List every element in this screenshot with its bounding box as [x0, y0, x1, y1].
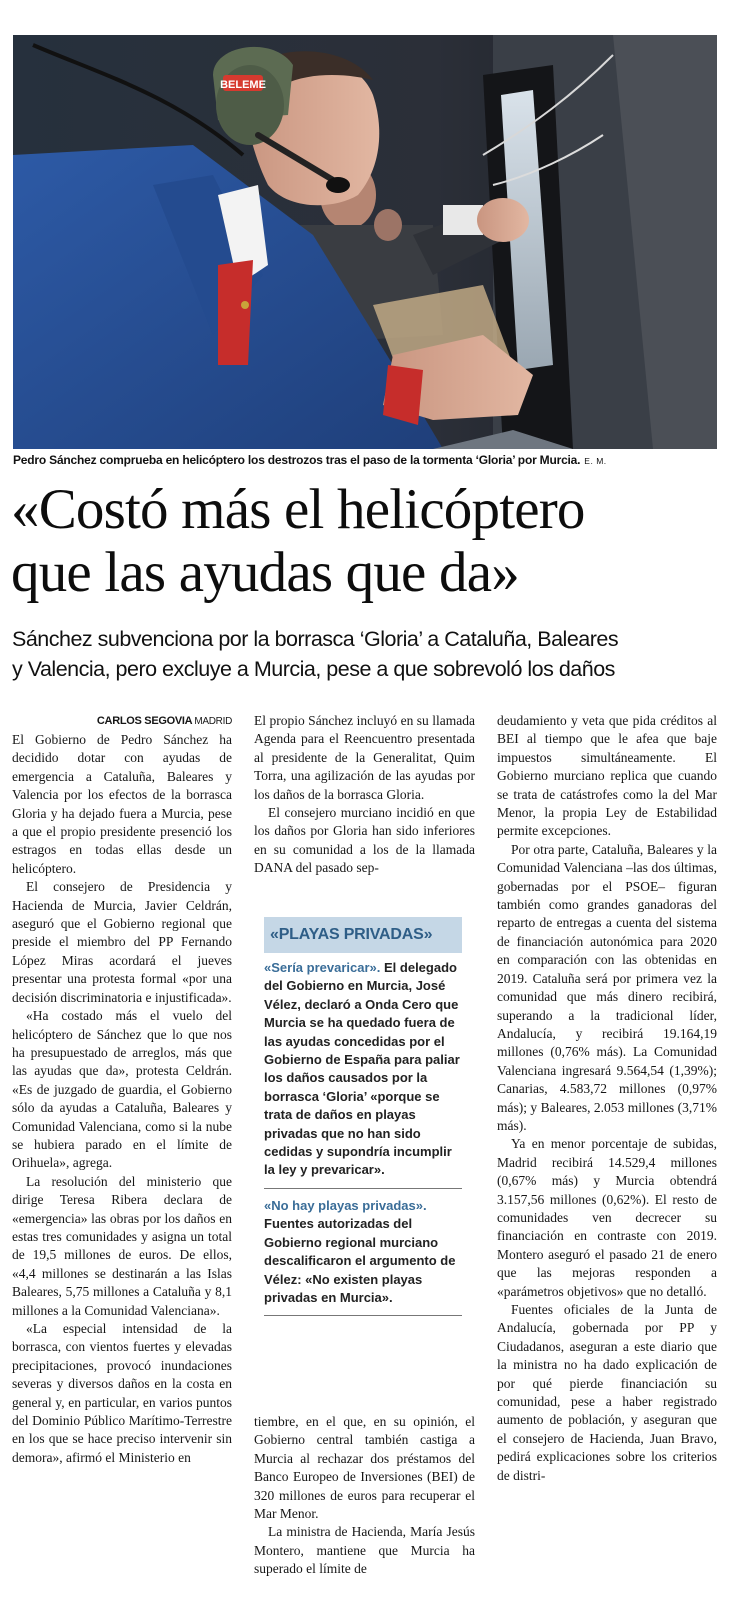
article-column-2-bottom	[254, 1413, 475, 1579]
photo-credit: E. M.	[584, 456, 607, 466]
paragraph: deudamiento y veta que pida créditos al BEI al tiempo que le afea que baje impuestos simultáneamente. El Gobierno murciano replica que cuando se trata de catástrofes como la del Mar Menor, la propia Ley de Estabilidad permite excepciones.	[497, 713, 717, 839]
paragraph: Ya en menor porcentaje de subidas, Madrid recibirá 14.529,4 millones (0,67% más) y Murcia obtendrá 3.157,56 millones (0,62%). El resto de comunidades ven decrecer su financiación en contraste con 2019. Montero aseguró el pasado 21 de enero que las mejoras responden a «parámetros objetivos» que no detalló.	[497, 1136, 717, 1299]
paragraph: El consejero de Presidencia y Hacienda de Murcia, Javier Celdrán, aseguró que el Gobierno regional que preside el miembro del PP Fernando López Miras acordará el jueves presentar una protesta formal «por una decisión discriminatoria e injustificada».	[12, 879, 232, 1005]
headline	[11, 478, 741, 604]
paragraph: Fuentes oficiales de la Junta de Andalucía, gobernada por PP y Ciudadanos, aseguran a este diario que la ministra no ha dado explicación de por qué pierde financiación su comunidad, pese a haber registrado aumento de población, y aseguran que el consejero de Hacienda, Juan Bravo, pedirá explicaciones sobre los criterios de distri-	[497, 1302, 717, 1483]
sidebar-box	[264, 917, 462, 1324]
byline-place: MADRID	[194, 716, 232, 727]
paragraph: El consejero murciano incidió en que los daños por Gloria han sido inferiores en su comunidad a los de la llamada DANA del pasado sep-	[254, 805, 475, 876]
paragraph: «Ha costado más el vuelo del helicóptero de Sánchez que lo que nos ha presupuestado de arreglos, más que las ayudas que da», protesta Celdrán. «Es de juzgado de guardia, el Gobierno sólo da ayudas a Cataluña, Baleares y Comunidad Valenciana, como si la nube se hubiera parado en el límite de Orihuela», agrega.	[12, 1008, 232, 1171]
sidebar-divider	[264, 1188, 462, 1189]
paragraph: «La especial intensidad de la borrasca, con vientos fuertes y elevadas precipitaciones, provocó inundaciones severas y diversos daños en la costa en general y, en particular, en varios puntos del Dominio Público Marítimo-Terrestre en los que se hace preciso intervenir sin demora», afirmó el Ministerio en	[12, 1321, 232, 1465]
byline-author: CARLOS SEGOVIA	[96, 715, 193, 727]
byline	[12, 712, 232, 731]
sidebar-item-2-lead: «No hay playas privadas».	[264, 1197, 427, 1213]
paragraph: tiembre, en el que, en su opinión, el Gobierno central también castiga a Murcia al rechazar dos préstamos del Banco Europeo de Inversiones (BEI) de 320 millones de euros para recuperar el Mar Menor.	[254, 1414, 475, 1522]
paragraph: La ministra de Hacienda, María Jesús Montero, mantiene que Murcia ha superado el límite de	[254, 1524, 475, 1577]
headset-label: BELEME	[220, 79, 266, 91]
sidebar-item-1-lead: «Sería prevaricar».	[264, 960, 381, 975]
sidebar-heading: «PLAYAS PRIVADAS»	[264, 917, 462, 953]
sidebar-bottom-rule	[264, 1315, 462, 1316]
paragraph: El propio Sánchez incluyó en su llamada Agenda para el Reencuentro presentada al presidente de la Generalitat, Quim Torra, una agilización de las ayudas por los daños de la borrasca Gloria.	[254, 713, 475, 802]
headline-line-2: que las ayudas que da»	[11, 541, 519, 604]
article-column-2-top	[254, 712, 475, 878]
sidebar-item-1-text: El delegado del Gobierno en Murcia, José Vélez, declaró a Onda Cero que Murcia se ha quedado fuera de las ayudas concedidas por el Gobierno de España para paliar los daños causados por la borrasca ‘Gloria’ «porque se trata de daños en playas privadas que no han sido cedidas y supondría incumplir la ley y prevaricar».	[264, 960, 460, 1178]
paragraph: El Gobierno de Pedro Sánchez ha decidido dotar con ayudas de emergencia a Cataluña, Baleares y Valencia por los efectos de la borrasca Gloria y ha dejado fuera a Murcia, pese a que el propio presidente presenció los estragos en todas ellas desde un helicóptero.	[12, 732, 232, 876]
paragraph: Por otra parte, Cataluña, Baleares y la Comunidad Valenciana –las dos últimas, gobernadas por el PSOE– figuran también como grandes ganadoras del reparto de entregas a cuenta del sistema de financiación autonómica para 2020 en comparación con las obtenidas en 2019. Cataluña será por primera vez la comunidad que más dinero recibirá, superando a la tradicional líder, Andalucía, y recibirá 19.164,19 millones (0,76% más). La Comunidad Valenciana ingresará 9.564,54 (1,39%); Canarias, 4.583,72 millones (0,97% más); y Baleares, 2.053 millones (3,71% más).	[497, 841, 717, 1133]
sidebar-item-2	[264, 1197, 462, 1307]
subheadline-line-1: Sánchez subvenciona por la borrasca ‘Gloria’ a Cataluña, Baleares	[12, 627, 619, 651]
sidebar-item-2-text: Fuentes autorizadas del Gobierno regional murciano descalificaron el argumento de Vélez: «No existen playas privadas en Murcia».	[264, 1216, 456, 1305]
headline-line-1: «Costó más el helicóptero	[11, 478, 585, 541]
subheadline	[12, 624, 742, 684]
photo-caption	[13, 453, 733, 467]
article-photo	[13, 35, 717, 449]
sidebar-item-1	[264, 959, 462, 1180]
caption-text: Pedro Sánchez comprueba en helicóptero los destrozos tras el paso de la tormenta ‘Gloria’ por Murcia.	[13, 453, 581, 467]
helicopter-interior-image	[13, 35, 717, 449]
article-column-1	[12, 712, 232, 1467]
paragraph: La resolución del ministerio que dirige Teresa Ribera declara de «emergencia» las obras por los daños en estas tres comunidades y asigna un total de 19,5 millones de euros. De ellos, «4,4 millones se destinarán a las Islas Baleares, 5,75 millones a Cataluña y 8,1 millones a la Comunidad Valenciana».	[12, 1173, 232, 1318]
subheadline-line-2: y Valencia, pero excluye a Murcia, pese a que sobrevoló los daños	[12, 657, 615, 681]
article-column-3	[497, 712, 717, 1485]
